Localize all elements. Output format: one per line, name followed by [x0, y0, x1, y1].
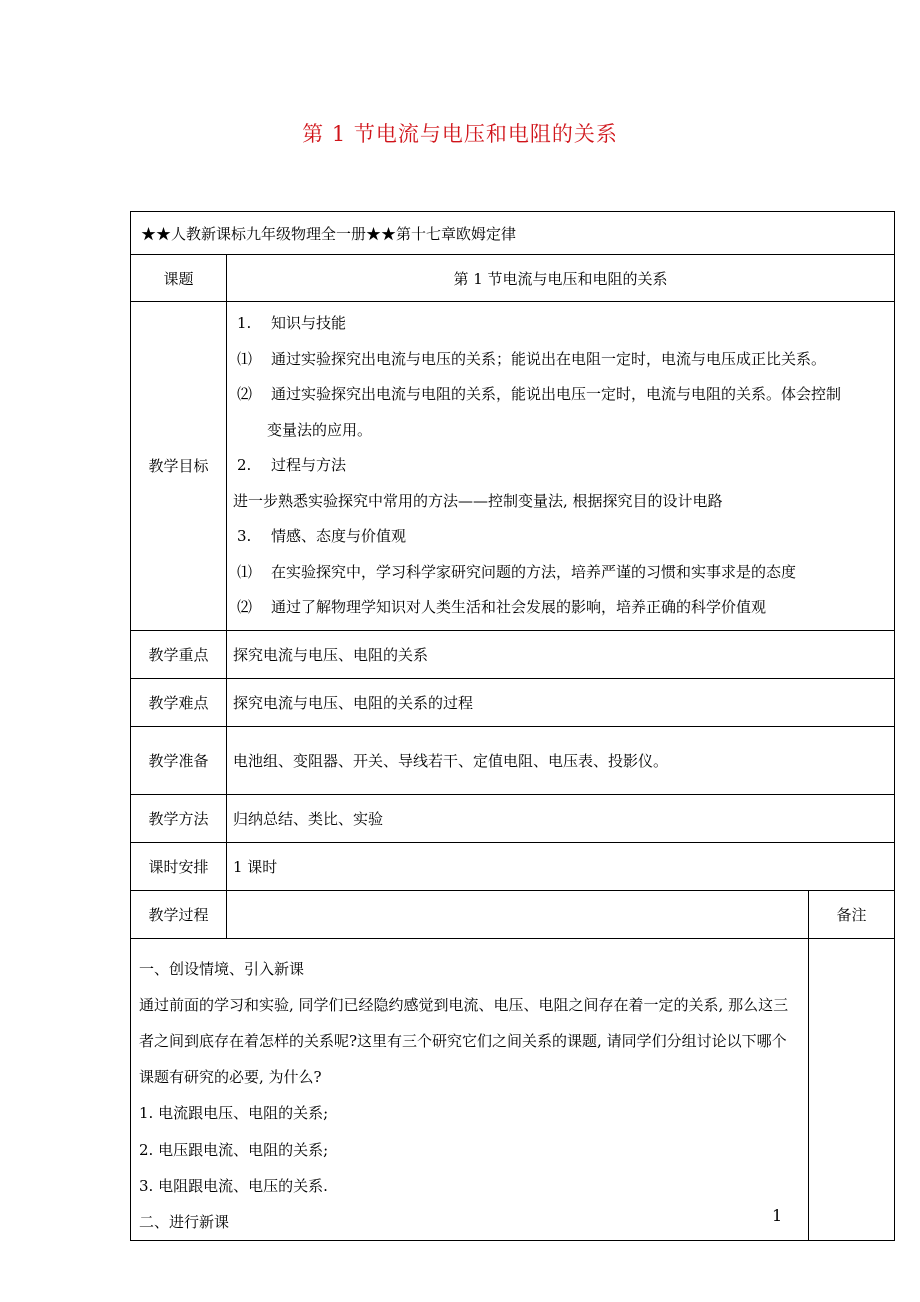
notes-column: [809, 938, 895, 1241]
page-number: 1: [772, 1206, 783, 1225]
difficulties-row: [131, 678, 895, 726]
process-header-blank: [227, 890, 809, 938]
difficulties-label: 教学难点: [131, 678, 227, 726]
objectives-label: 教学目标: [131, 302, 227, 631]
process-list-item: 2. 电压跟电流、电阻的关系;: [139, 1140, 329, 1159]
objective-section-2: 2. 过程与方法: [237, 456, 347, 474]
methods-row: [131, 794, 895, 842]
process-label: 教学过程: [131, 890, 227, 938]
key-points-label: 教学重点: [131, 630, 227, 678]
process-content: [131, 938, 809, 1241]
schedule-value: 1 课时: [227, 842, 895, 890]
topic-row: [131, 255, 895, 302]
topic-label: 课题: [131, 255, 227, 302]
process-list-item: 3. 电阻跟电流、电压的关系.: [139, 1176, 328, 1195]
objectives-content: [227, 302, 895, 631]
lesson-plan-table: [130, 211, 895, 1241]
preparation-row: [131, 726, 895, 794]
preparation-label: 教学准备: [131, 726, 227, 794]
objective-text: 进一步熟悉实验探究中常用的方法——控制变量法, 根据探究目的设计电路: [233, 491, 723, 510]
process-heading-new: 二、进行新课: [139, 1212, 230, 1231]
schedule-row: [131, 842, 895, 890]
page-title: 第 1 节电流与电压和电阻的关系: [302, 122, 618, 146]
process-list-item: 1. 电流跟电压、电阻的关系;: [139, 1104, 329, 1123]
process-paragraph: 通过前面的学习和实验, 同学们已经隐约感觉到电流、电压、电阻之间存在着一定的关系, 那么这三者之间到底存在着怎样的关系呢?这里有三个研究它们之间关系的课题, 请同学们分组讨论以下哪个课题有研究的必要, 为什么?: [139, 995, 789, 1087]
process-header-row: [131, 890, 895, 938]
schedule-label: 课时安排: [131, 842, 227, 890]
notes-label: 备注: [809, 890, 895, 938]
objectives-row: [131, 302, 895, 631]
header-row: [131, 212, 895, 255]
key-points-value: 探究电流与电压、电阻的关系: [227, 630, 895, 678]
objective-item: ⑴ 通过实验探究出电流与电压的关系；能说出在电阻一定时，电流与电压成正比关系。: [237, 349, 827, 368]
difficulties-value: 探究电流与电压、电阻的关系的过程: [227, 678, 895, 726]
objective-item: ⑵ 通过了解物理学知识对人类生活和社会发展的影响，培养正确的科学价值观: [237, 598, 767, 616]
key-points-row: [131, 630, 895, 678]
topic-value: 第 1 节电流与电压和电阻的关系: [227, 255, 895, 302]
process-heading-intro: 一、创设情境、引入新课: [139, 959, 305, 978]
process-body-row: [131, 938, 895, 1241]
methods-value: 归纳总结、类比、实验: [227, 794, 895, 842]
methods-label: 教学方法: [131, 794, 227, 842]
objective-item-continued: 变量法的应用。: [267, 420, 373, 439]
objective-section-1: 1. 知识与技能: [237, 314, 347, 332]
objective-item: ⑵ 通过实验探究出电流与电阻的关系，能说出电压一定时，电流与电阻的关系。体会控制: [237, 385, 842, 403]
objective-item: ⑴ 在实验探究中，学习科学家研究问题的方法，培养严谨的习惯和实事求是的态度: [237, 562, 797, 581]
objective-section-3: 3. 情感、态度与价值观: [237, 527, 407, 545]
course-header: ★★人教新课标九年级物理全一册★★第十七章欧姆定律: [131, 212, 895, 255]
preparation-value: 电池组、变阻器、开关、导线若干、定值电阻、电压表、投影仪。: [227, 726, 895, 794]
